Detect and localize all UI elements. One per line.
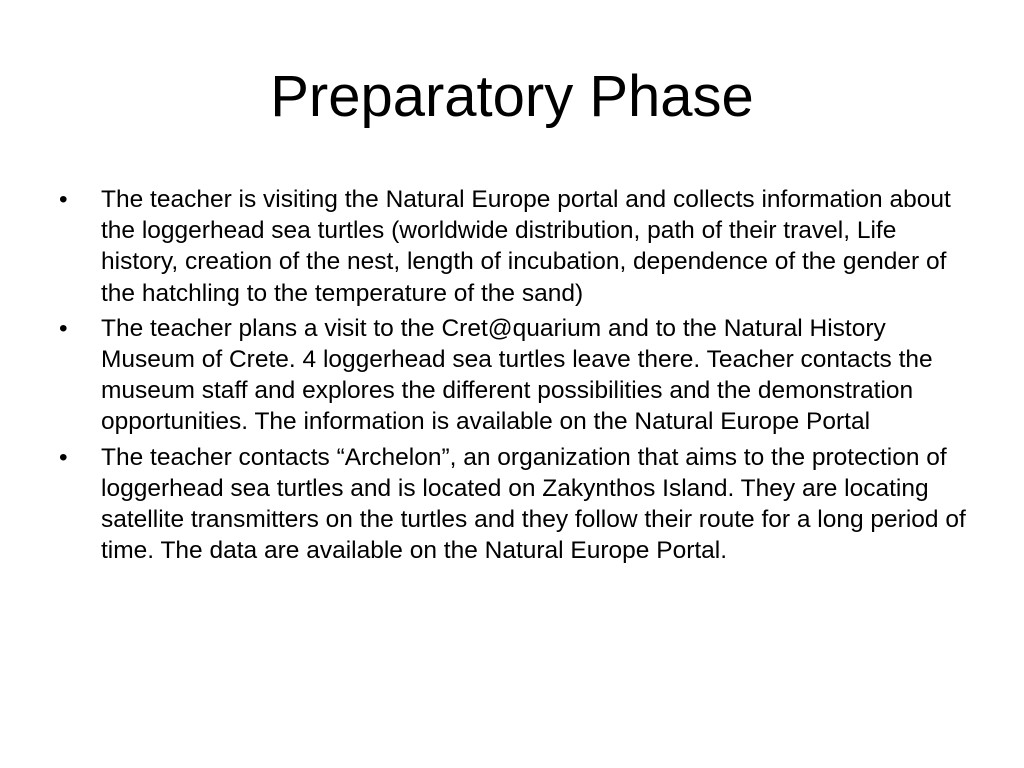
- bullet-marker: •: [59, 314, 68, 342]
- bullet-marker: •: [59, 443, 68, 471]
- bullet-text: The teacher contacts “Archelon”, an organization that aims to the protection of loggerhead sea turtles and is located on Zakynthos Island. They are locating satellite transmitters on the turtles and they follow their route for a long period of time. The data are available on the Natural Europe Portal.: [101, 443, 966, 565]
- bullet-text: The teacher plans a visit to the Cret@quarium and to the Natural History Museum of Crete. 4 loggerhead sea turtles leave there. Teacher contacts the museum staff and explores the different possibilities and the demonstration opportunities. The information is available on the Natural Europe Portal: [101, 314, 933, 436]
- bullet-text: The teacher is visiting the Natural Europe portal and collects information about the loggerhead sea turtles (worldwide distribution, path of their travel, Life history, creation of the nest, length of incubation, dependence of the gender of the hatchling to the temperature of the sand): [101, 186, 951, 307]
- bullet-list: [56, 184, 971, 570]
- bullet-item: [56, 184, 971, 309]
- bullet-item: [56, 442, 971, 567]
- bullet-marker: •: [59, 186, 68, 213]
- slide-title: Preparatory Phase: [270, 64, 754, 129]
- bullet-item: [56, 313, 971, 438]
